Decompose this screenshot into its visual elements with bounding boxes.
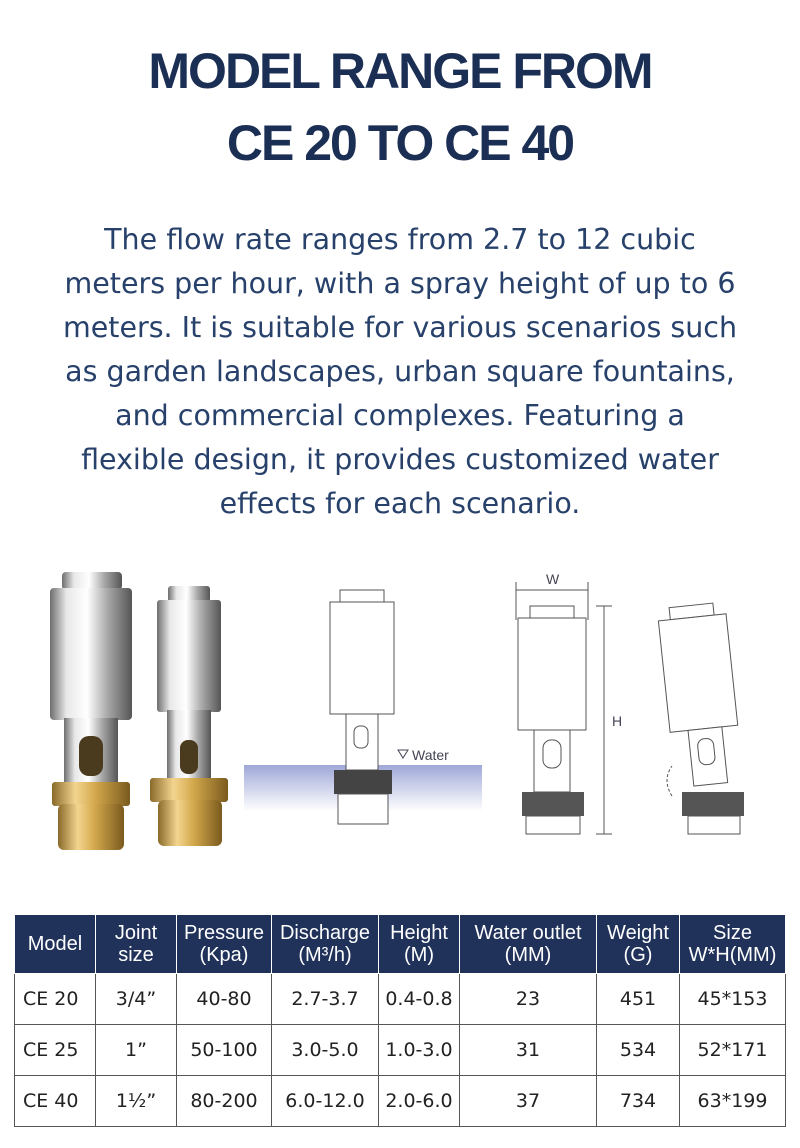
column-header-height: Height (M) xyxy=(379,915,460,974)
column-header-model: Model xyxy=(15,915,96,974)
description-line: and commercial complexes. Featuring a xyxy=(115,399,685,432)
page-title-line-1: MODEL RANGE FROM xyxy=(148,43,652,99)
table-cell: 451 xyxy=(597,974,680,1025)
table-cell: 0.4-0.8 xyxy=(379,974,460,1025)
column-header-discharge: Discharge (M³/h) xyxy=(272,915,379,974)
width-label: W xyxy=(546,571,560,587)
height-label: H xyxy=(612,713,623,729)
table-cell: 31 xyxy=(460,1025,597,1076)
table-cell: 1” xyxy=(96,1025,177,1076)
table-row xyxy=(15,974,786,1025)
product-figure xyxy=(0,560,800,880)
table-cell: 734 xyxy=(597,1076,680,1127)
table-cell: 37 xyxy=(460,1076,597,1127)
column-header-weight: Weight (G) xyxy=(597,915,680,974)
description-line: flexible design, it provides customized water xyxy=(81,443,719,476)
description-line: as garden landscapes, urban square fountains, xyxy=(65,355,735,388)
specification-table xyxy=(14,914,786,1127)
description-line: The flow rate ranges from 2.7 to 12 cubic xyxy=(104,223,696,256)
table-row xyxy=(15,1076,786,1127)
table-cell: CE 25 xyxy=(15,1025,96,1076)
dimension-diagram xyxy=(516,571,622,834)
description-line: effects for each scenario. xyxy=(219,487,581,520)
table-cell: CE 20 xyxy=(15,974,96,1025)
column-header-pressure: Pressure (Kpa) xyxy=(177,915,272,974)
table-row xyxy=(15,1025,786,1076)
water-label: Water xyxy=(412,747,449,763)
nozzle-photo-large xyxy=(50,572,132,850)
table-cell: 40-80 xyxy=(177,974,272,1025)
table-cell: 1.0-3.0 xyxy=(379,1025,460,1076)
table-header-row xyxy=(15,915,786,974)
table-cell: 23 xyxy=(460,974,597,1025)
table-cell: 534 xyxy=(597,1025,680,1076)
table-cell: 6.0-12.0 xyxy=(272,1076,379,1127)
product-description xyxy=(40,218,760,526)
installation-diagram xyxy=(244,590,482,824)
table-cell: 1½” xyxy=(96,1076,177,1127)
table-cell: CE 40 xyxy=(15,1076,96,1127)
column-header-size: Size W*H(MM) xyxy=(680,915,786,974)
column-header-water-outlet: Water outlet (MM) xyxy=(460,915,597,974)
table-cell: 63*199 xyxy=(680,1076,786,1127)
table-cell: 45*153 xyxy=(680,974,786,1025)
table-cell: 3.0-5.0 xyxy=(272,1025,379,1076)
tilted-nozzle-diagram xyxy=(657,602,743,788)
page-title-line-2: CE 20 TO CE 40 xyxy=(226,115,574,171)
table-cell: 2.0-6.0 xyxy=(379,1076,460,1127)
nozzle-photo-small xyxy=(150,586,228,846)
description-line: meters per hour, with a spray height of up to 6 xyxy=(64,267,736,300)
table-cell: 2.7-3.7 xyxy=(272,974,379,1025)
column-header-joint-size: Joint size xyxy=(96,915,177,974)
table-cell: 50-100 xyxy=(177,1025,272,1076)
table-cell: 3/4” xyxy=(96,974,177,1025)
description-line: meters. It is suitable for various scenarios such xyxy=(62,311,738,344)
table-cell: 80-200 xyxy=(177,1076,272,1127)
table-cell: 52*171 xyxy=(680,1025,786,1076)
